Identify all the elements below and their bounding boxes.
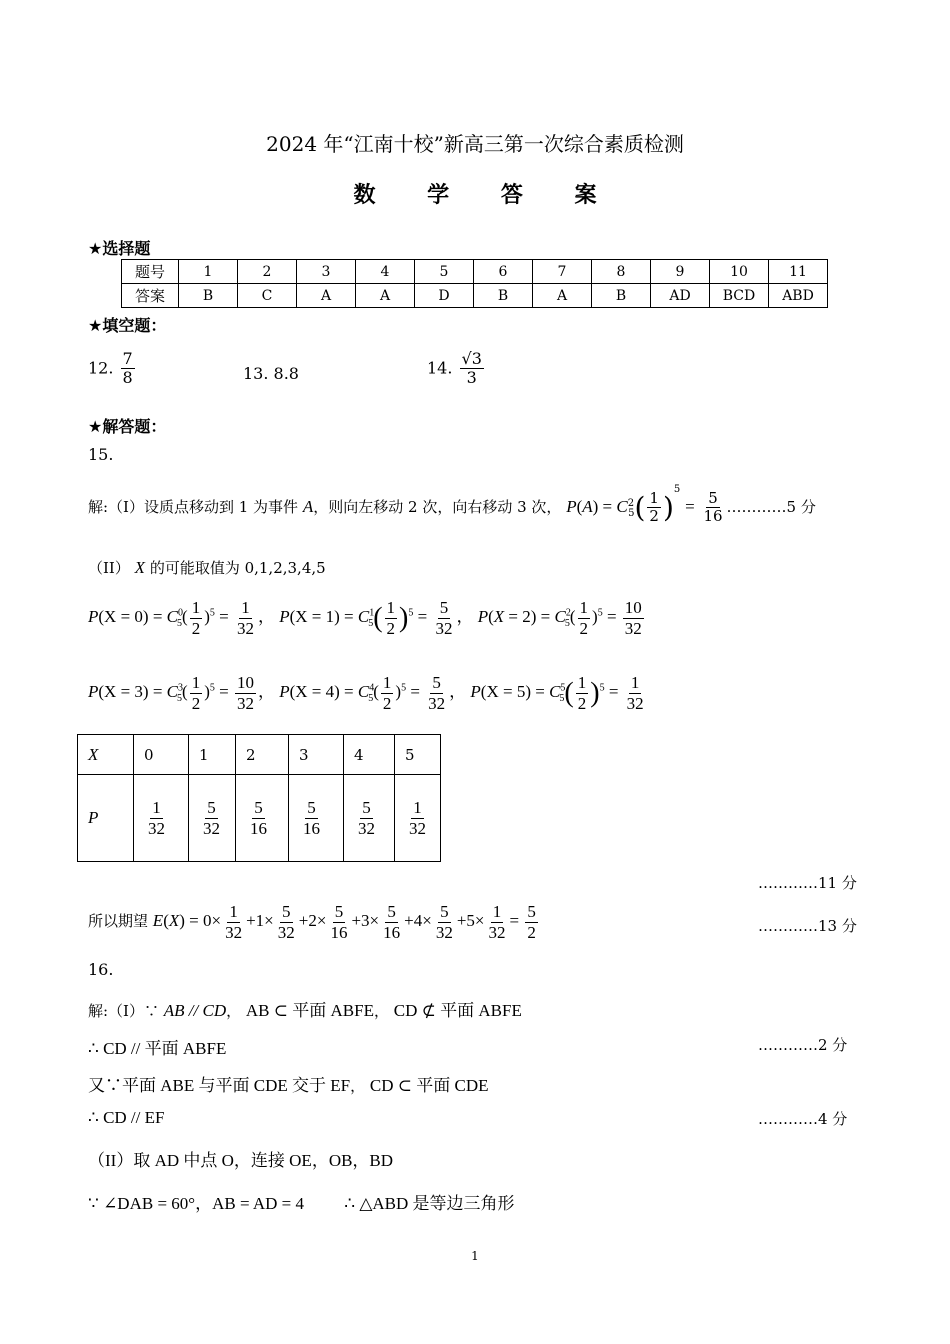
text: ， (226, 1002, 242, 1020)
table-cell: B (474, 284, 533, 308)
table-header-cell: 题号 (122, 260, 179, 284)
table-cell (189, 775, 236, 862)
denominator: 32 (409, 818, 426, 838)
table-row (78, 735, 441, 775)
text: 解:（I）设质点移动到 1 为事件 (88, 497, 299, 516)
section-solve: ★解答题： (88, 417, 167, 436)
numerator: 5 (307, 797, 316, 817)
q16-line2: ∴ CD // 平面 ABFE (88, 1039, 227, 1058)
section-choice: ★选择题 (88, 239, 151, 258)
table-cell: 7 (533, 260, 592, 284)
math: ∴ △ABD 是等边三角形 (344, 1194, 515, 1213)
table-cell: D (415, 284, 474, 308)
numerator: 5 (362, 797, 371, 817)
score-mark: …………2 分 (758, 1036, 848, 1054)
distribution-table (77, 734, 441, 862)
table-cell: 5 (395, 735, 441, 775)
text: 解:（I）∵ (88, 1002, 159, 1020)
text: 所以期望 (88, 911, 149, 930)
q15-part2 (88, 557, 326, 578)
table-cell: 2 (238, 260, 297, 284)
table-cell (134, 775, 189, 862)
score-mark: …………5 分 (726, 497, 816, 516)
table-cell: 0 (134, 735, 189, 775)
score-mark: …………13 分 (758, 917, 857, 935)
denominator: 16 (303, 818, 320, 838)
table-cell: A (533, 284, 592, 308)
table-header-cell: X (78, 735, 134, 775)
score-mark: …………4 分 (758, 1110, 848, 1128)
table-cell (236, 775, 289, 862)
fill-answer-14 (427, 350, 486, 388)
table-cell: 11 (769, 260, 828, 284)
table-cell: B (179, 284, 238, 308)
table-cell: ABD (769, 284, 828, 308)
table-cell: 1 (179, 260, 238, 284)
math: CD ⊄ 平面 ABFE (393, 1001, 522, 1020)
numerator: 5 (254, 797, 263, 817)
table-cell: AD (651, 284, 710, 308)
q16-line1 (88, 996, 522, 1021)
table-header-cell: P (78, 775, 134, 862)
question-label: 12. (88, 358, 114, 378)
section-fill: ★填空题： (88, 316, 167, 335)
text: ，则向左移动 2 次，向右移动 3 次， (313, 497, 562, 516)
choice-answer-table (121, 259, 828, 308)
denominator: 16 (250, 818, 267, 838)
math: AB // CD (163, 1001, 227, 1020)
score-mark: …………11 分 (758, 874, 857, 892)
table-header-cell: 答案 (122, 284, 179, 308)
table-cell (289, 775, 344, 862)
table-cell: 10 (710, 260, 769, 284)
table-cell: 2 (236, 735, 289, 775)
numerator: √3 (461, 349, 482, 368)
table-cell: 3 (297, 260, 356, 284)
denominator: 8 (122, 368, 133, 388)
numerator: 7 (122, 349, 133, 368)
text: （II） (88, 559, 130, 577)
q16-label: 16. (88, 960, 114, 979)
math-var: A (302, 496, 314, 516)
fraction (121, 350, 135, 388)
table-cell: C (238, 284, 297, 308)
table-cell (395, 775, 441, 862)
q15-expectation: 所以期望 E(X) = 0× $\frac{1}{32}$ +1× $\frac{5}{32}$ +2× $\frac{5}{16}$ +3× $\frac{5}{16}$ +4× $\frac{5}{32}$ +5× $\frac{1}{32}$ = $\frac{5}{2}$ (88, 902, 536, 942)
math: CD ⊂ 平面 CDE (369, 1076, 489, 1095)
q16-line5: （II）取 AD 中点 O，连接 OE，OB，BD (88, 1151, 394, 1170)
math: ∵ ∠DAB = 60°，AB = AD = 4 (88, 1194, 304, 1213)
table-cell (344, 775, 395, 862)
table-row (78, 775, 441, 862)
denominator: 32 (358, 818, 375, 838)
table-cell: A (297, 284, 356, 308)
q16-line3 (88, 1071, 489, 1096)
table-cell: 4 (344, 735, 395, 775)
choice-number-row (122, 260, 828, 284)
choice-answer-row (122, 284, 828, 308)
q15-label: 15. (88, 445, 114, 464)
page-number: 1 (471, 1249, 479, 1263)
table-cell: B (592, 284, 651, 308)
q15-probabilities-row2: $P(X = 3) = C^3_5$( $\frac{1}{2}$ )$^5$ = $\frac{10}{32}$ ， $P(X = 4) = C^4_5$( $\frac{1}{2}$ )$^5$ = $\frac{5}{32}$ ， $P(X = 5) = C^5_5$( $\frac{1}{2}$ )$^5$ = $\frac{1}{32}$ (88, 673, 644, 713)
table-cell: 4 (356, 260, 415, 284)
table-cell: 8 (592, 260, 651, 284)
denominator: 32 (203, 818, 220, 838)
table-cell: 6 (474, 260, 533, 284)
q16-line6 (88, 1189, 515, 1214)
fraction (460, 350, 484, 388)
table-cell: 9 (651, 260, 710, 284)
text: ， (373, 1002, 389, 1020)
numerator: 5 (207, 797, 216, 817)
numerator: 1 (152, 797, 161, 817)
q15-part1: 解:（I）设质点移动到 1 为事件 A，则向左移动 2 次，向右移动 3 次， $P(A) = C^2_5$( $\frac{1}{2}$ )$^5$ = $\frac{5}{16}$ …………5 分 (88, 483, 816, 526)
table-cell: 5 (415, 260, 474, 284)
numerator: 1 (413, 797, 422, 817)
table-cell: BCD (710, 284, 769, 308)
text: ， (350, 1077, 366, 1095)
math: AB ⊂ 平面 ABFE (245, 1001, 374, 1020)
page-title: 2024 年“江南十校”新高三第一次综合素质检测 (266, 132, 684, 156)
fill-answer-12 (88, 350, 137, 388)
denominator: 3 (466, 368, 477, 388)
q16-line4: ∴ CD // EF (88, 1108, 165, 1127)
math-var: X (134, 558, 146, 577)
table-cell: A (356, 284, 415, 308)
table-cell: 1 (189, 735, 236, 775)
question-label: 14. (427, 358, 453, 378)
q15-probabilities-row1: $P(X = 0) = C^0_5$( $\frac{1}{2}$ )$^5$ = $\frac{1}{32}$ ， $P(X = 1) = C^1_5$( $\frac{1}{2}$ )$^5$ = $\frac{5}{32}$ ， $P(X = 2) = C^2_5$( $\frac{1}{2}$ )$^5$ = $\frac{10}{32}$ (88, 598, 642, 638)
fill-answer-13: 13. 8.8 (243, 364, 299, 383)
math: 又∵平面 ABE 与平面 CDE 交于 EF (88, 1076, 351, 1095)
denominator: 32 (148, 818, 165, 838)
table-cell: 3 (289, 735, 344, 775)
text: 的可能取值为 0,1,2,3,4,5 (149, 559, 326, 577)
page-subtitle: 数 学 答 案 (353, 182, 619, 208)
